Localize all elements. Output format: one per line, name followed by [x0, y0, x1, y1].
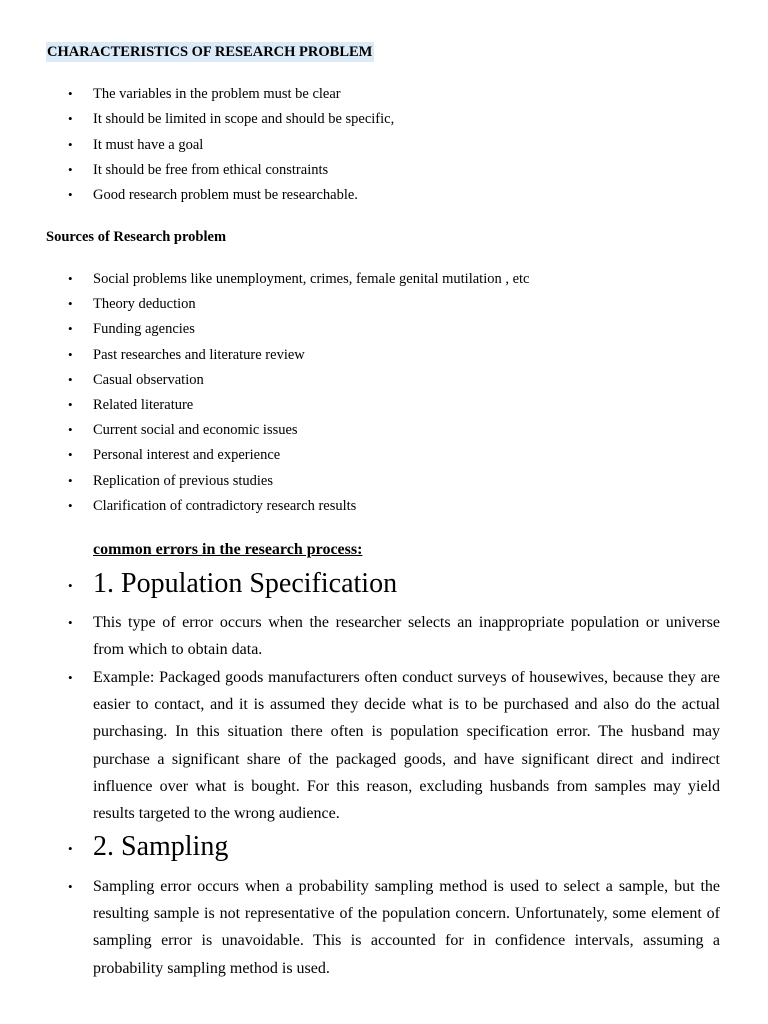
list-item-text: Funding agencies — [93, 321, 195, 338]
bullet-icon: • — [68, 346, 73, 362]
list-item — [0, 269, 530, 294]
sources-list — [0, 269, 530, 521]
bullet-icon: • — [68, 497, 73, 513]
bullet-icon: • — [68, 86, 73, 101]
list-item — [0, 109, 394, 134]
bullet-icon: • — [68, 136, 73, 152]
list-item — [0, 84, 394, 109]
bullet-icon: • — [68, 161, 73, 177]
list-item-text: It should be free from ethical constraints — [93, 161, 329, 178]
list-item-text: Personal interest and experience — [93, 447, 281, 464]
list-item — [0, 294, 530, 319]
bullet-icon: • — [68, 472, 73, 488]
bullet-icon: • — [68, 670, 73, 685]
list-item-text: Current social and economic issues — [93, 422, 298, 439]
bullet-icon: • — [68, 396, 73, 412]
list-item-text: Social problems like unemployment, crimes, female genital mutilation , etc — [93, 271, 530, 287]
list-item-text: Casual observation — [93, 371, 204, 388]
list-item — [0, 496, 530, 521]
paragraph-population-example — [0, 664, 720, 829]
list-item-text: Replication of previous studies — [93, 472, 274, 489]
list-item — [0, 445, 530, 470]
bullet-icon: • — [68, 111, 73, 127]
bullet-icon: • — [68, 615, 73, 630]
list-item — [0, 345, 530, 370]
bullet-icon: • — [68, 296, 73, 312]
list-item — [0, 420, 530, 445]
section-heading-sampling — [0, 829, 720, 865]
paragraph-text: Example: Packaged goods manufacturers often conduct surveys of housewives, because they are easier to contact, and it is assumed they decide what is to be purchased and also do the actual purchasing. In this situation there often is population specification error. The husband may purchase a significant share of the packaged goods, and have significant direct and indirect influence over what is bought. For this reason, excluding husbands from samples may yield results targeted to the wrong audience. — [93, 669, 720, 823]
bullet-icon: • — [68, 271, 73, 286]
section-heading-population — [0, 566, 720, 602]
list-item — [0, 160, 394, 185]
list-item — [0, 135, 394, 160]
characteristics-list — [0, 84, 394, 210]
list-item-text: It must have a goal — [93, 136, 204, 153]
list-item — [0, 395, 530, 420]
bullet-icon: • — [68, 371, 73, 387]
list-item-text: It should be limited in scope and should be specific, — [93, 111, 395, 128]
section-heading-text: 2. Sampling — [93, 831, 229, 862]
list-item — [0, 319, 530, 344]
list-item-text: Good research problem must be researchable. — [93, 187, 358, 204]
list-item-text: Related literature — [93, 396, 194, 413]
list-item-text: Theory deduction — [93, 296, 196, 313]
paragraph-population-definition — [0, 609, 720, 665]
sources-heading: Sources of Research problem — [46, 229, 227, 245]
list-item — [0, 185, 394, 210]
paragraph-text: Sampling error occurs when a probability sampling method is used to select a sample, but the resulting sample is not representative of the population concern. Unfortunately, some element of sampling error is unavoidable. This is accounted for in confidence intervals, assuming a probability sampling method is used. — [93, 878, 720, 977]
page-title[interactable]: CHARACTERISTICS OF RESEARCH PROBLEM — [47, 44, 373, 60]
section-heading-text: 1. Population Specification — [93, 568, 398, 599]
list-item — [0, 370, 530, 395]
paragraph-text: This type of error occurs when the researcher selects an inappropriate population or universe from which to obtain data. — [93, 614, 720, 659]
bullet-icon: • — [68, 447, 73, 463]
list-item-text: Past researches and literature review — [93, 346, 305, 363]
bullet-icon: • — [68, 841, 73, 856]
list-item-text: The variables in the problem must be clear — [93, 86, 341, 102]
bullet-icon: • — [68, 578, 73, 593]
bullet-icon: • — [68, 879, 73, 894]
bullet-icon: • — [68, 321, 73, 337]
list-item — [0, 471, 530, 496]
errors-heading: common errors in the research process: — [93, 541, 363, 558]
bullet-icon: • — [68, 187, 73, 203]
bullet-icon: • — [68, 422, 73, 438]
paragraph-sampling-definition — [0, 873, 720, 983]
list-item-text: Clarification of contradictory research results — [93, 497, 357, 514]
